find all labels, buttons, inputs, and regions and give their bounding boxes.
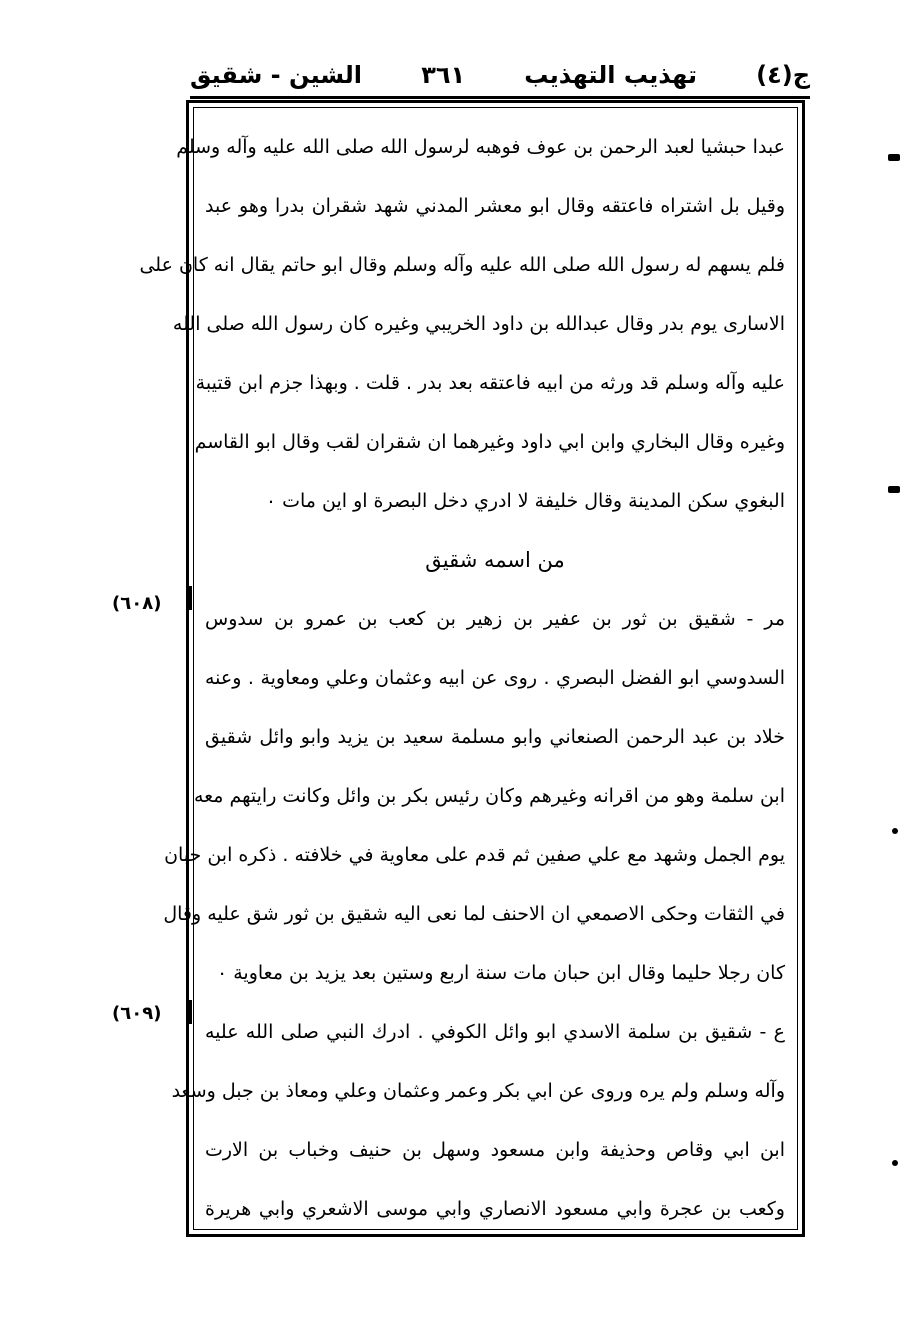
margin-mark xyxy=(888,486,900,493)
text-line: في الثقات وحكى الاصمعي ان الاحنف لما نعى اليه شقيق بن ثور شق عليه وقال xyxy=(163,903,785,925)
text-line: يوم الجمل وشهد مع علي صفين ثم قدم على معاوية في خلافته . ذكره ابن حبان xyxy=(164,844,785,866)
text-line: ابن سلمة وهو من اقرانه وغيرهم وكان رئيس بكر بن وائل وكانت رايتهم معه xyxy=(193,785,785,807)
text-line: السدوسي ابو الفضل البصري . روى عن ابيه وعثمان وعلي ومعاوية . وعنه xyxy=(205,667,785,689)
text-line: كان رجلا حليما وقال ابن حبان مات سنة اربع وستين بعد يزيد بن معاوية ٠ xyxy=(216,962,785,984)
text-line: خلاد بن عبد الرحمن الصنعاني وابو مسلمة سعيد بن يزيد وابو وائل شقيق xyxy=(205,726,785,748)
entry-heading-line: ع - شقيق بن سلمة الاسدي ابو وائل الكوفي . ادرك النبي صلى الله عليه xyxy=(205,1021,785,1043)
volume-label: ج(٤) xyxy=(756,61,810,89)
text-line: وقيل بل اشتراه فاعتقه وقال ابو معشر المدني شهد شقران بدرا وهو عبد xyxy=(205,195,785,217)
running-header xyxy=(190,55,810,95)
entry-heading-line: مر - شقيق بن ثور بن عفير بن زهير بن كعب بن عمرو بن سدوس xyxy=(205,608,785,630)
section-heading: من اسمه شقيق xyxy=(425,548,565,572)
entry-marker xyxy=(188,1000,192,1024)
text-line: وآله وسلم ولم يره وروى عن ابي بكر وعمر وعثمان وعلي ومعاذ بن جبل وسعد xyxy=(171,1080,785,1102)
entry-marker xyxy=(188,586,192,610)
entry-number: (٦٠٩) xyxy=(112,1003,162,1024)
text-line: وغيره وقال البخاري وابن ابي داود وغيرهما ان شقران لقب وقال ابو القاسم xyxy=(194,431,785,453)
section-title: الشين - شقيق xyxy=(190,61,363,89)
body-text xyxy=(139,118,785,1239)
margin-mark xyxy=(888,154,900,161)
page-number: ٣٦١ xyxy=(421,61,466,89)
margin-dot xyxy=(892,828,898,834)
text-line: وكعب بن عجرة وابي مسعود الانصاري وابي موسى الاشعري وابي هريرة xyxy=(205,1198,785,1220)
text-line: ابن ابي وقاص وحذيفة وابن مسعود وسهل بن حنيف وخباب بن الارت xyxy=(205,1139,785,1161)
entry-number: (٦٠٨) xyxy=(112,593,162,614)
book-title: تهذيب التهذيب xyxy=(524,61,697,89)
margin-dot xyxy=(892,1160,898,1166)
text-line: عبدا حبشيا لعبد الرحمن بن عوف فوهبه لرسول الله صلى الله عليه وآله وسلم xyxy=(176,136,785,158)
text-line: الاسارى يوم بدر وقال عبدالله بن داود الخريبي وغيره كان رسول الله صلى الله xyxy=(172,313,785,335)
header-rule xyxy=(190,96,810,99)
text-line: البغوي سكن المدينة وقال خليفة لا ادري دخل البصرة او اين مات ٠ xyxy=(265,490,785,512)
text-line: فلم يسهم له رسول الله صلى الله عليه وآله وسلم وقال ابو حاتم يقال انه كان على xyxy=(139,254,785,276)
text-line: عليه وآله وسلم قد ورثه من ابيه فاعتقه بعد بدر . قلت . وبهذا جزم ابن قتيبة xyxy=(195,372,785,394)
